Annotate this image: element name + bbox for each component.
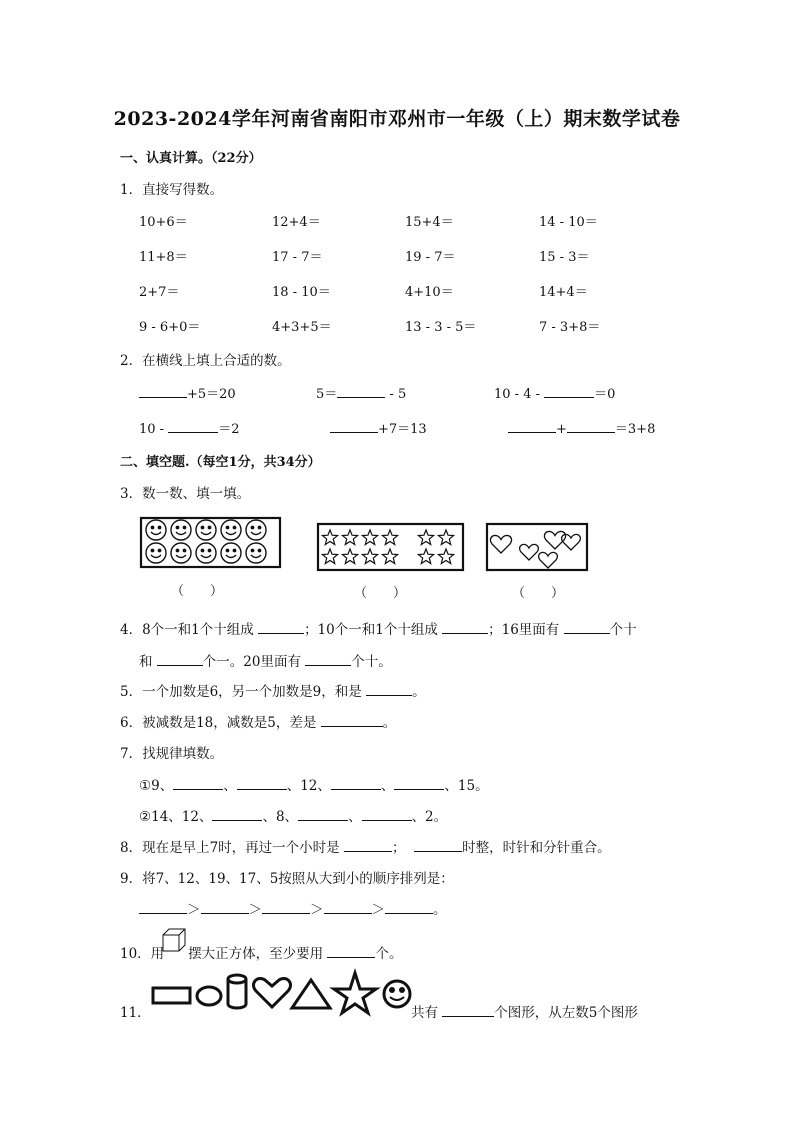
answer-blank[interactable] <box>139 900 187 914</box>
question-11-number: 11． <box>120 1005 151 1021</box>
answer-parentheses[interactable]: （ ） <box>512 586 565 601</box>
calc-cell: 4+10＝ <box>405 285 454 300</box>
page-title: 2023-2024学年河南省南阳市邓州市一年级（上）期末数学试卷 <box>113 108 681 130</box>
fill-item: + ＝3+8 <box>508 418 655 437</box>
heart-shape <box>253 978 290 1007</box>
calc-cell: 13 - 3 - 5＝ <box>405 320 477 335</box>
answer-blank[interactable] <box>344 838 392 852</box>
oval-shape <box>197 987 221 1005</box>
answer-blank[interactable] <box>366 682 412 696</box>
hearts-box <box>487 524 587 570</box>
answer-blank[interactable] <box>157 652 203 666</box>
smiley-shape <box>384 981 410 1007</box>
rectangle-shape <box>153 988 190 1003</box>
calc-cell: 19 - 7＝ <box>405 250 456 265</box>
answer-blank[interactable] <box>262 900 310 914</box>
question-1-label: 1．直接写得数。 <box>120 182 224 198</box>
question-8: 8．现在是早上7时，再过一个小时是 ； 时整，时针和分针重合。 <box>120 840 611 856</box>
question-4-line-2: 和 个一。20里面有 个十。 <box>139 654 392 670</box>
answer-blank[interactable] <box>442 1003 494 1017</box>
star-shape <box>334 973 376 1013</box>
fill-item: +7＝13 <box>330 418 427 437</box>
heart <box>539 552 558 568</box>
question-11-text: 共有 个图形，从左数5个图形 <box>411 1005 638 1021</box>
section-1-heading: 一、认真计算。（22分） <box>120 151 262 166</box>
heart <box>562 534 581 550</box>
smiley-face <box>246 520 266 540</box>
smiley-faces-box <box>141 518 280 567</box>
star <box>342 549 357 564</box>
fill-item: 10 - 4 - ＝0 <box>494 383 615 402</box>
answer-blank[interactable] <box>442 620 488 634</box>
answer-blank[interactable] <box>298 807 348 821</box>
smiley-face <box>221 520 241 540</box>
calc-cell: 7 - 3+8＝ <box>539 320 601 335</box>
smiley-face <box>171 520 191 540</box>
smiley-face <box>246 543 266 563</box>
small-cube-icon <box>161 927 187 953</box>
star <box>342 530 357 545</box>
star <box>322 549 337 564</box>
calc-cell: 15 - 3＝ <box>539 250 590 265</box>
calc-cell: 4+3+5＝ <box>272 320 332 335</box>
question-10: 10．用 摆大正方体，至少要用 个。 <box>120 946 403 962</box>
question-3-label: 3．数一数、填一填。 <box>120 486 251 502</box>
calc-cell: 15+4＝ <box>405 215 454 230</box>
star <box>438 549 453 564</box>
cylinder-shape <box>228 975 246 1008</box>
question-7-label: 7．找规律填数。 <box>120 746 224 762</box>
answer-blank[interactable] <box>324 900 372 914</box>
star <box>418 549 433 564</box>
star <box>362 549 377 564</box>
heart <box>520 544 539 560</box>
answer-blank[interactable] <box>305 652 351 666</box>
calc-cell: 10+6＝ <box>139 215 188 230</box>
answer-blank[interactable] <box>327 944 375 958</box>
calc-cell: 2+7＝ <box>139 285 180 300</box>
question-9-label: 9．将7、12、19、17、5按照从大到小的顺序排列是： <box>120 871 454 887</box>
answer-blank[interactable] <box>331 776 381 790</box>
star <box>438 530 453 545</box>
answer-blank[interactable] <box>258 620 304 634</box>
stars-box <box>318 524 463 570</box>
smiley-face <box>221 543 241 563</box>
star <box>362 530 377 545</box>
answer-blank[interactable] <box>201 900 249 914</box>
smiley-face <box>196 520 216 540</box>
answer-blank[interactable] <box>362 807 412 821</box>
star <box>418 530 433 545</box>
shapes-row <box>148 970 418 1015</box>
answer-blank[interactable] <box>212 807 262 821</box>
calc-cell: 17 - 7＝ <box>272 250 323 265</box>
smiley-face <box>196 543 216 563</box>
question-2-label: 2．在横线上填上合适的数。 <box>120 353 291 369</box>
answer-parentheses[interactable]: （ ） <box>354 586 407 601</box>
section-2-heading: 二、填空题.（每空1分，共34分） <box>120 455 321 470</box>
answer-blank[interactable] <box>394 776 444 790</box>
calc-cell: 14 - 10＝ <box>539 215 598 230</box>
answer-blank[interactable] <box>385 900 433 914</box>
answer-parentheses[interactable]: （ ） <box>171 584 224 599</box>
calc-cell: 14+4＝ <box>539 285 588 300</box>
smiley-face <box>171 543 191 563</box>
question-9-answer: ＞ ＞ ＞ ＞ 。 <box>139 898 447 918</box>
fill-item: 5＝ - 5 <box>316 383 406 402</box>
question-7-row-2: ②14、12、 、8、 、 、2。 <box>139 809 448 825</box>
star <box>322 530 337 545</box>
heart <box>490 535 511 553</box>
question-4-line-1: 4．8个一和1个十组成 ；10个一和1个十组成 ；16里面有 个十 <box>120 622 637 638</box>
answer-blank[interactable] <box>237 776 287 790</box>
star <box>382 530 397 545</box>
question-5: 5．一个加数是6，另一个加数是9，和是 。 <box>120 684 426 700</box>
star <box>382 549 397 564</box>
fill-item: 10 - ＝2 <box>139 418 239 437</box>
answer-blank[interactable] <box>321 713 383 727</box>
answer-blank[interactable] <box>414 838 462 852</box>
calc-cell: 11+8＝ <box>139 250 188 265</box>
fill-item: +5＝20 <box>139 383 236 402</box>
triangle-shape <box>292 980 330 1008</box>
calc-cell: 12+4＝ <box>272 215 321 230</box>
calc-cell: 18 - 10＝ <box>272 285 331 300</box>
calc-cell: 9 - 6+0＝ <box>139 320 201 335</box>
question-6: 6．被减数是18，减数是5，差是 。 <box>120 715 397 731</box>
answer-blank[interactable] <box>564 620 610 634</box>
smiley-face <box>146 543 166 563</box>
answer-blank[interactable] <box>173 776 223 790</box>
question-7-row-1: ①9、 、 、12、 、 、15。 <box>139 778 489 794</box>
smiley-face <box>146 520 166 540</box>
